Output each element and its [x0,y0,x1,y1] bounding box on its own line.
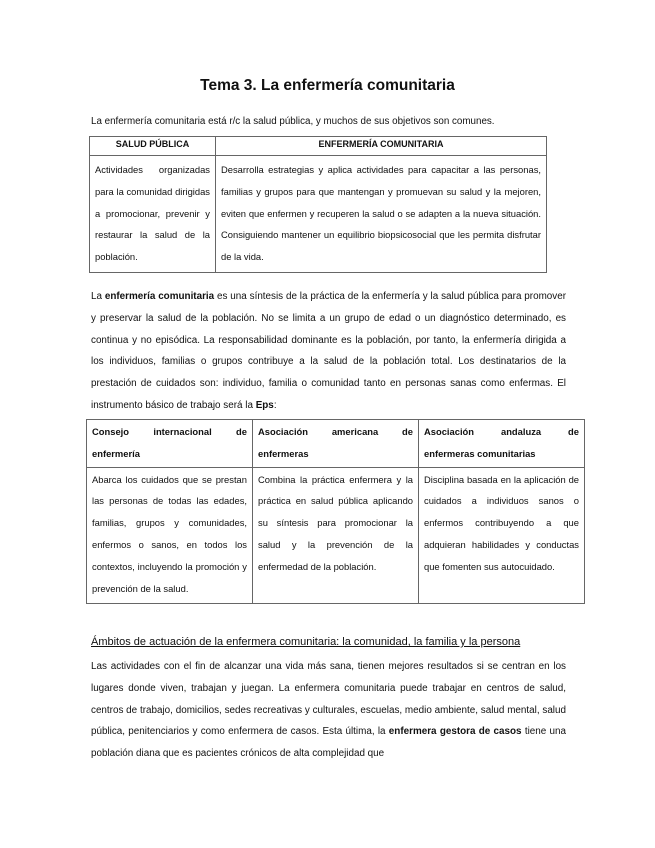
intro-text: La enfermería comunitaria está r/c la salud pública, y muchos de sus objetivos son comunes. [91,116,495,127]
bold-term: enfermería comunitaria [104,291,215,302]
table-cell: Desarrolla estrategias y aplica actividades para capacitar a las personas, familias y grupos para que mantengan y promuevan su salud y la mejoren, eviten que enfermen y recuperen la salud o se adapten a la nueva situación. Consiguiendo mantener un equilibrio biopsicosocial que les permita disfrutar de la vida. [216,156,547,273]
bold-term: Eps [255,399,274,411]
table-row [87,467,585,604]
paragraph-text: La [91,291,105,302]
table-header-row [87,420,585,468]
paragraph-text: : [273,399,277,411]
definitions-table [86,419,585,604]
bold-term: enfermera gestora de casos [388,726,522,738]
comparison-table-salud-publica [89,136,547,273]
table-cell: Disciplina basada en la aplicación de cuidados a individuos sanos o enfermos contribuyendo a que adquieran habilidades y conductas que fomenten sus autocuidado. [419,467,585,604]
paragraph-enfermeria-comunitaria [91,286,566,417]
table-header-row [90,137,547,156]
paragraph-text: tiene una población diana que es pacientes crónicos de alta complejidad que [91,726,566,760]
table-row [90,156,547,273]
table-header-cell: ENFERMERÍA COMUNITARIA [216,137,547,156]
table-cell: Combina la práctica enfermera y la práctica en salud pública aplicando su síntesis para promocionar la salud y la prevención de la enfermedad de la población. [253,467,419,604]
page-title: Tema 3. La enfermería comunitaria [200,77,455,94]
paragraph-text: es una síntesis de la práctica de la enfermería y la salud pública para promover y preservar la salud de la población. No se limita a un grupo de edad o un diagnóstico determinado, es continua y no episódica. La responsabilidad dominante es la población, por tanto, la enfermería dirigida a los individuos, familias o grupos contribuye a la salud de la población total. Los destinatarios de la prestación de cuidados son: individuo, familia o comunidad tanto en personas sanas como enfermas. El instrumento básico de trabajo será la [91,291,566,411]
paragraph-ambitos [91,656,566,765]
table-header-cell: SALUD PÚBLICA [90,137,216,156]
table-header-cell: Consejo internacional de enfermería [87,420,253,468]
table-header-cell: Asociación americana de enfermeras [253,420,419,468]
table-cell: Actividades organizadas para la comunidad dirigidas a promocionar, prevenir y restaurar la salud de la población. [90,156,216,273]
table-cell: Abarca los cuidados que se prestan las personas de todas las edades, familias, grupos y comunidades, enfermos o sanos, en todos los contextos, incluyendo la promoción y prevención de la salud. [87,467,253,604]
section-heading: Ámbitos de actuación de la enfermera comunitaria: la comunidad, la familia y la persona [91,636,521,648]
table-header-cell: Asociación andaluza de enfermeras comunitarias [419,420,585,468]
paragraph-text: Las actividades con el fin de alcanzar una vida más sana, tienen mejores resultados si se centran en los lugares donde viven, trabajan y juegan. La enfermera comunitaria puede trabajar en centros de salud, centros de trabajo, domicilios, sedes recreativas y culturales, escuelas, medio ambiente, salud mental, salud pública, penitenciarios y como enfermera de casos. Esta última, la [91,661,566,738]
